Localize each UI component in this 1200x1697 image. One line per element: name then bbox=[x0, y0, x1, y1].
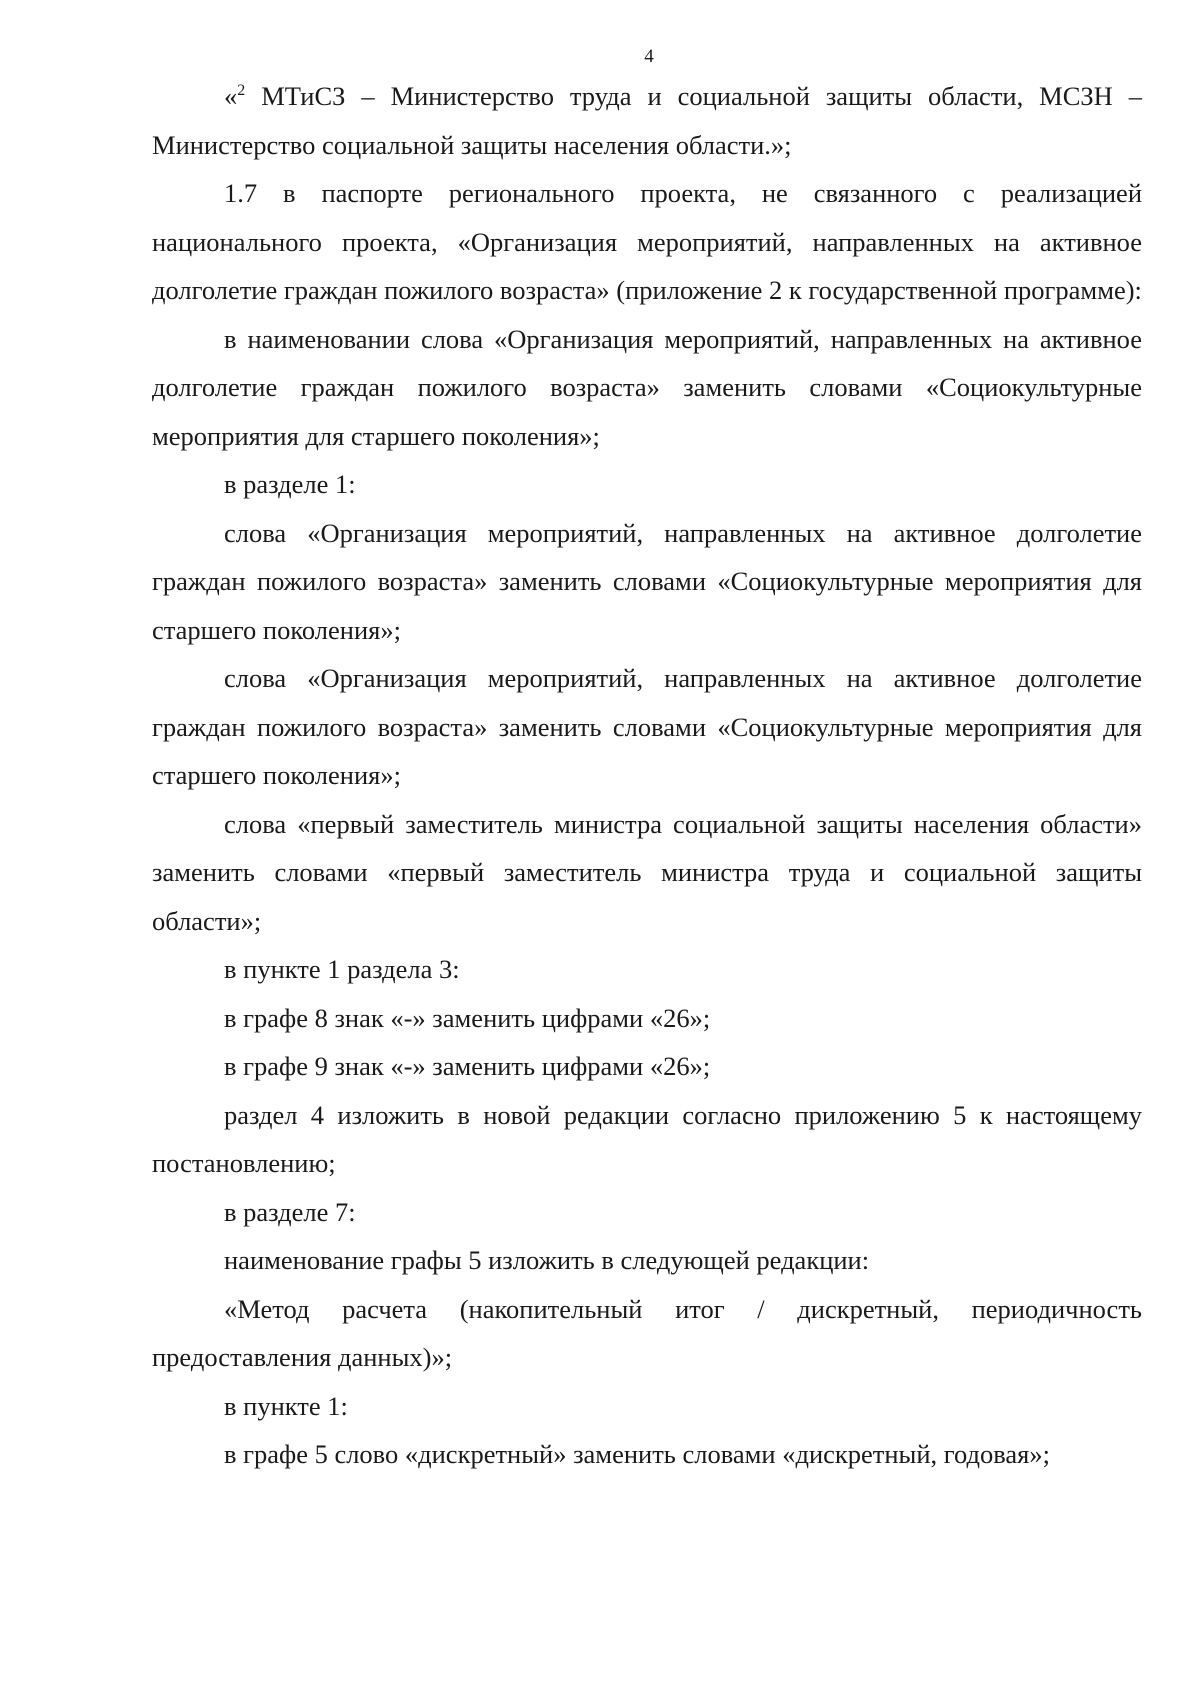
paragraph-replace-2: слова «Организация мероприятий, направленных на активное долголетие граждан пожилого возраста» заменить словами «Социокультурные мероприятия для старшего поколения»; bbox=[152, 663, 1142, 790]
footnote-open-quote: « bbox=[224, 81, 238, 111]
footnote-text: МТиСЗ – Министерство труда и социальной защиты области, МСЗН – Министерство социальной защиты населения области.»; bbox=[152, 81, 1142, 160]
paragraph-column-8: в графе 8 знак «-» заменить цифрами «26»; bbox=[224, 1002, 711, 1033]
paragraph-section-4: раздел 4 изложить в новой редакции согласно приложению 5 к настоящему постановлению; bbox=[152, 1099, 1142, 1178]
paragraph-section-7: в разделе 7: bbox=[224, 1196, 356, 1227]
paragraph-replace-1: слова «Организация мероприятий, направленных на активное долголетие граждан пожилого возраста» заменить словами «Социокультурные мероприятия для старшего поколения»; bbox=[152, 517, 1142, 645]
paragraph-calc-method: «Метод расчета (накопительный итог / дискретный, периодичность предоставления данных)»; bbox=[152, 1293, 1142, 1372]
paragraph-column-5-word: в графе 5 слово «дискретный» заменить словами «дискретный, годовая»; bbox=[224, 1439, 1050, 1469]
paragraph-title-change: в наименовании слова «Организация мероприятий, направленных на активное долголетие граждан пожилого возраста» заменить словами «Социокультурные мероприятия для старшего поколения»; bbox=[152, 323, 1142, 451]
page-number: 4 bbox=[644, 46, 654, 67]
paragraph-item-1-7: 1.7 в паспорте регионального проекта, не связанного с реализацией национального проекта, «Организация мероприятий, направленных на активное долголетие граждан пожилого возраста» (приложение 2 к государственной программе): bbox=[152, 178, 1142, 305]
paragraph-section-3-point-1: в пункте 1 раздела 3: bbox=[224, 954, 460, 984]
document-body bbox=[152, 72, 1142, 1479]
paragraph-section-1: в разделе 1: bbox=[224, 469, 356, 499]
paragraph-column-9: в графе 9 знак «-» заменить цифрами «26»; bbox=[224, 1051, 711, 1081]
footnote-marker: 2 bbox=[237, 82, 246, 100]
paragraph-point-1: в пункте 1: bbox=[224, 1390, 348, 1421]
paragraph-column-5-title: наименование графы 5 изложить в следующей редакции: bbox=[224, 1245, 870, 1275]
footnote-paragraph bbox=[152, 72, 1142, 169]
paragraph-replace-deputy: слова «первый заместитель министра социальной защиты населения области» заменить словами «первый заместитель министра труда и социальной защиты области»; bbox=[152, 808, 1142, 936]
